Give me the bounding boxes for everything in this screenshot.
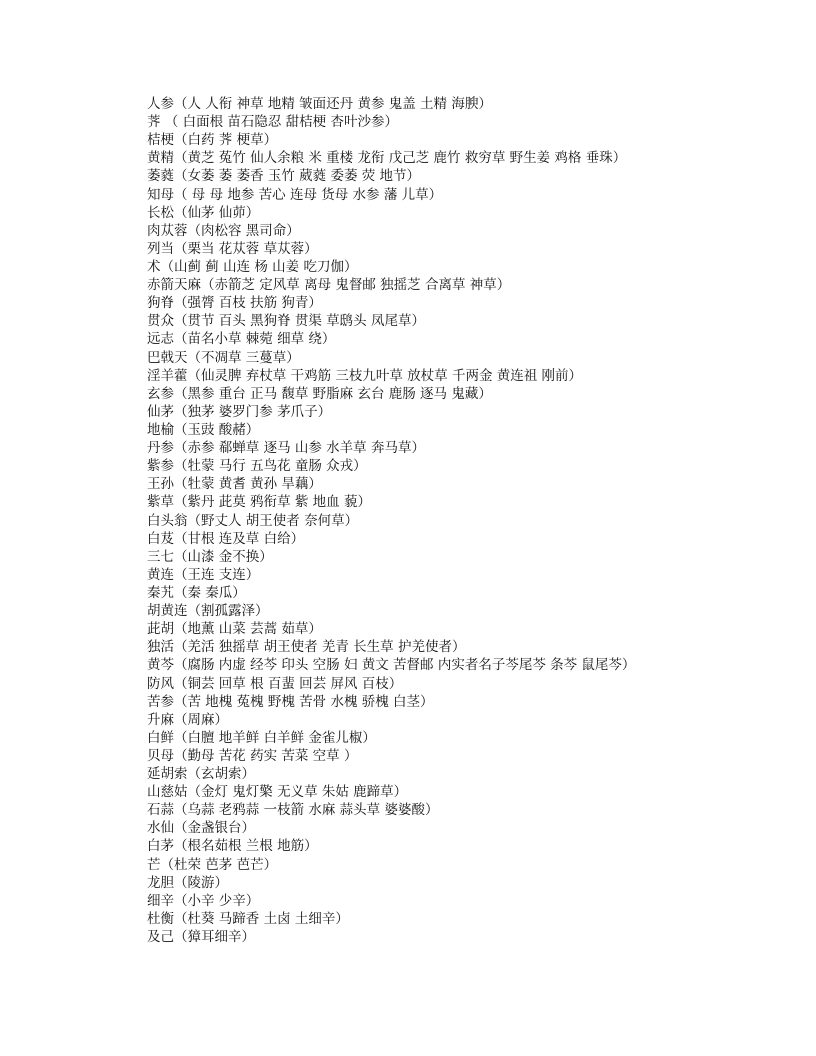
list-item: 黄连（王连 支连） [147, 566, 260, 583]
list-item: 水仙（金盏银台） [147, 820, 255, 837]
list-item: 狗脊（强膂 百枝 扶筋 狗青） [147, 295, 322, 312]
list-item: 黄芩（腐肠 内虚 经芩 印头 空肠 妇 黄文 苦督邮 内实者名子芩尾芩 条芩 鼠尾芩） [147, 657, 636, 674]
list-item: 人参（人 人衔 神草 地精 皱面还丹 黄参 鬼盖 土精 海腴） [147, 96, 492, 112]
list-item: 知母（ 母 母 地参 苦心 连母 货母 水参 藩 儿草） [147, 186, 443, 203]
list-item: 仙茅（独茅 婆罗门参 茅爪子） [147, 403, 332, 420]
list-item: 细辛（小辛 少辛） [147, 892, 260, 909]
list-item: 胡黄连（割孤露泽） [147, 603, 269, 620]
list-item: 茈胡（地薰 山菜 芸蒿 茹草） [147, 621, 322, 638]
list-item: 白头翁（野丈人 胡王使者 奈何草） [147, 512, 359, 529]
list-item: 防风（铜芸 回草 根 百蜚 回芸 屏风 百枝） [147, 675, 403, 692]
list-item: 赤箭天麻（赤箭芝 定风草 离母 鬼督邮 独摇芝 合离草 神草） [147, 277, 511, 294]
list-item: 王孙（牡蒙 黄耆 黄孙 旱藕） [147, 476, 322, 493]
list-item: 杜衡（杜葵 马蹄香 土卤 土细辛） [147, 910, 349, 927]
list-item: 玄参（黑参 重台 正马 馥草 野脂麻 玄台 鹿肠 逐马 鬼藏） [147, 385, 492, 402]
list-item: 山慈姑（金灯 鬼灯檠 无义草 朱姑 鹿蹄草） [147, 784, 408, 801]
list-item: 荠 （ 白面根 苗石隐忍 甜桔梗 杏叶沙参） [147, 114, 398, 131]
list-item: 贝母（勤母 苦花 药实 苦菜 空草 ） [147, 747, 358, 764]
list-item: 丹参（赤参 郗蝉草 逐马 山参 水羊草 奔马草） [147, 440, 425, 457]
list-item: 肉苁蓉（肉松容 黑司命） [147, 222, 300, 239]
list-item: 龙胆（陵游） [147, 874, 228, 891]
list-item: 地榆（玉豉 酸赭） [147, 421, 260, 438]
list-item: 白鲜（白膻 地羊鲜 白羊鲜 金雀儿椒） [147, 729, 376, 746]
list-item: 白芨（甘根 连及草 白给） [147, 530, 305, 547]
list-item: 列当（栗当 花苁蓉 草苁蓉） [147, 240, 318, 257]
list-item: 贯众（贯节 百头 黑狗脊 贯渠 草鸱头 凤尾草） [147, 313, 425, 330]
list-item: 紫参（牡蒙 马行 五鸟花 童肠 众戎） [147, 458, 367, 475]
list-item: 三七（山漆 金不换） [147, 548, 273, 565]
list-item: 独活（羌活 独摇草 胡王使者 羌青 长生草 护羌使者） [147, 639, 466, 656]
list-item: 苦参（苦 地槐 菟槐 野槐 苦骨 水槐 骄槐 白茎） [147, 693, 434, 710]
list-item: 芒（杜荣 芭茅 芭芒） [147, 856, 278, 873]
list-item: 巴戟天（不凋草 三蔓草） [147, 349, 300, 366]
list-item: 远志（苗名小草 棘菀 细草 绕） [147, 331, 336, 348]
list-item: 紫草（紫丹 茈莫 鸦衔草 紫 地血 藐） [147, 494, 371, 511]
list-item: 桔梗（白药 荠 梗草） [147, 132, 278, 149]
list-item: 及己（獐耳细辛） [147, 929, 255, 946]
list-item: 秦艽（秦 秦瓜） [147, 584, 246, 601]
herb-list [147, 95, 787, 946]
list-item: 长松（仙茅 仙茆） [147, 204, 260, 221]
list-item: 白茅（根名茹根 兰根 地筋） [147, 838, 318, 855]
list-item: 石蒜（乌蒜 老鸦蒜 一枝箭 水麻 蒜头草 婆婆酸） [147, 802, 439, 819]
list-item: 黄精（黄芝 菟竹 仙人余粮 米 重楼 龙衔 戊己芝 鹿竹 救穷草 野生姜 鸡格 垂珠） [147, 150, 627, 167]
list-item: 升麻（周麻） [147, 711, 228, 728]
list-item: 延胡索（玄胡索） [147, 766, 255, 783]
list-item: 萎蕤（女萎 萎 萎香 玉竹 葳蕤 委萎 荧 地节） [147, 168, 421, 185]
list-item: 淫羊藿（仙灵脾 弃杖草 干鸡筋 三枝九叶草 放杖草 千两金 黄连祖 刚前） [147, 367, 583, 384]
list-item: 术（山蓟 蓟 山连 杨 山姜 吃刀伽） [147, 258, 358, 275]
